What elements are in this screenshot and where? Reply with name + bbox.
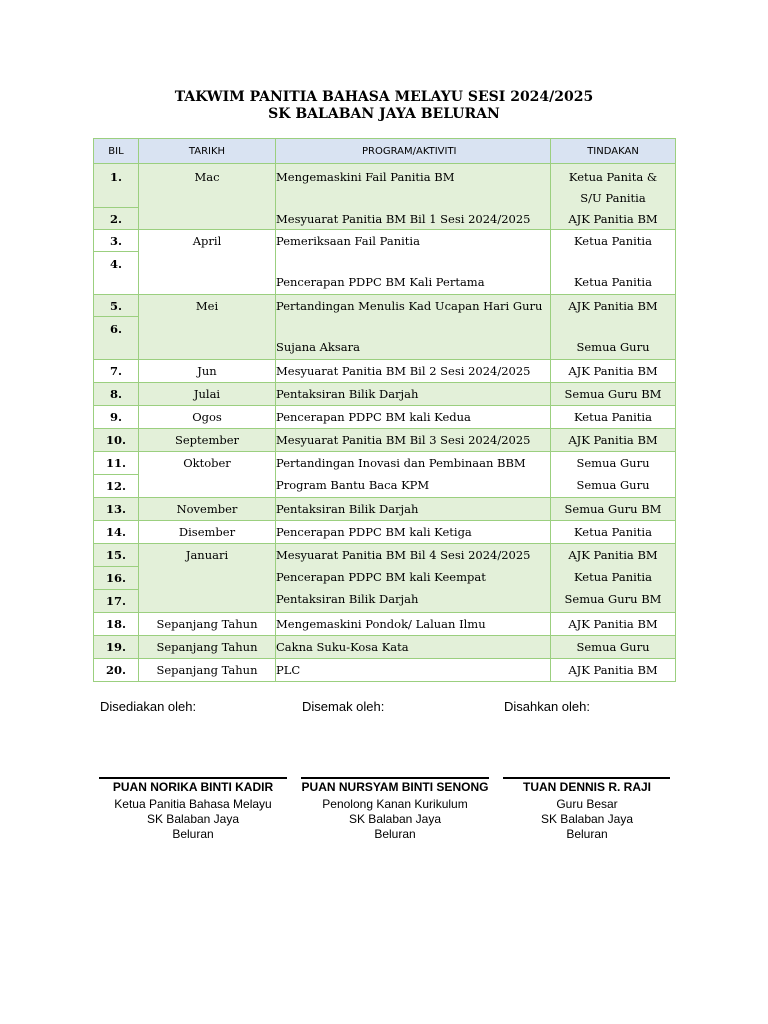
table-row (94, 521, 676, 544)
program-cell: Pencerapan PDPC BM kali Ketiga (276, 521, 551, 544)
action-cell: AJK Panitia BM Semua Guru (551, 295, 676, 360)
action-cell: AJK Panitia BM (551, 659, 676, 682)
col-header-tindakan: TINDAKAN (551, 139, 676, 164)
action-cell: Ketua Panitia Ketua Panitia (551, 230, 676, 295)
action-cell: Semua Guru BM (551, 383, 676, 406)
action-cell: AJK Panitia BM (551, 613, 676, 636)
row-number: 15. 16. 17. (94, 544, 139, 613)
month-cell: Mac (139, 164, 276, 230)
table-row (94, 360, 676, 383)
table-row (94, 659, 676, 682)
row-number: 3. 4. (94, 230, 139, 295)
program-cell: Mengemaskini Pondok/ Laluan Ilmu (276, 613, 551, 636)
signatory-school: SK Balaban Jaya (540, 812, 634, 826)
table-row (94, 544, 676, 613)
signatory-role: Penolong Kanan Kurikulum (322, 797, 468, 811)
program-cell: Mengemaskini Fail Panitia BM Mesyuarat Panitia BM Bil 1 Sesi 2024/2025 (276, 164, 551, 230)
month-cell: Sepanjang Tahun (139, 613, 276, 636)
signatory-place: Beluran (172, 827, 214, 841)
program-cell: Mesyuarat Panitia BM Bil 2 Sesi 2024/2025 (276, 360, 551, 383)
program-cell: Mesyuarat Panitia BM Bil 3 Sesi 2024/2025 (276, 429, 551, 452)
program-cell: Cakna Suku-Kosa Kata (276, 636, 551, 659)
signatory-name: TUAN DENNIS R. RAJI (522, 780, 651, 794)
table-row (94, 636, 676, 659)
table-row (94, 498, 676, 521)
row-number: 11. 12. (94, 452, 139, 498)
month-cell: November (139, 498, 276, 521)
program-cell: Pencerapan PDPC BM kali Kedua (276, 406, 551, 429)
signature-block-reviewed (295, 780, 495, 842)
action-cell: Ketua Panitia (551, 406, 676, 429)
row-number: 20. (94, 659, 139, 682)
table-row (94, 452, 676, 498)
table-row (94, 164, 676, 230)
col-header-bil: BIL (94, 139, 139, 164)
month-cell: Januari (139, 544, 276, 613)
row-number: 14. (94, 521, 139, 544)
approved-by-label: Disahkan oleh: (504, 699, 590, 714)
signature-line-prepared (99, 777, 287, 779)
table-row (94, 230, 676, 295)
program-cell: Pertandingan Menulis Kad Ucapan Hari Guru Sujana Aksara (276, 295, 551, 360)
signatory-school: SK Balaban Jaya (146, 812, 240, 826)
signatory-place: Beluran (566, 827, 608, 841)
calendar-table (93, 138, 676, 682)
row-number: 10. (94, 429, 139, 452)
signatory-role: Guru Besar (556, 797, 618, 811)
signatory-school: SK Balaban Jaya (348, 812, 442, 826)
program-cell: Mesyuarat Panitia BM Bil 4 Sesi 2024/2025 Pencerapan PDPC BM kali Keempat Pentaksiran Bilik Darjah (276, 544, 551, 613)
signatory-name: PUAN NURSYAM BINTI SENONG (301, 780, 489, 794)
row-number: 18. (94, 613, 139, 636)
program-cell: Pemeriksaan Fail Panitia Pencerapan PDPC BM Kali Pertama (276, 230, 551, 295)
document-subtitle: SK BALABAN JAYA BELURAN (268, 106, 500, 122)
month-cell: April (139, 230, 276, 295)
action-cell: Semua Guru (551, 636, 676, 659)
signature-line-approved (503, 777, 670, 779)
signature-line-reviewed (301, 777, 489, 779)
program-cell: Pentaksiran Bilik Darjah (276, 383, 551, 406)
col-header-tarikh: TARIKH (139, 139, 276, 164)
signature-block-approved (487, 780, 687, 842)
prepared-by-label: Disediakan oleh: (100, 699, 197, 714)
program-cell: Pertandingan Inovasi dan Pembinaan BBM Program Bantu Baca KPM (276, 452, 551, 498)
month-cell: Oktober (139, 452, 276, 498)
row-number: 9. (94, 406, 139, 429)
table-row (94, 383, 676, 406)
month-cell: September (139, 429, 276, 452)
table-row (94, 429, 676, 452)
month-cell: Jun (139, 360, 276, 383)
table-row (94, 613, 676, 636)
row-number: 1. 2. (94, 164, 139, 230)
month-cell: Sepanjang Tahun (139, 636, 276, 659)
action-cell: Semua Guru Semua Guru (551, 452, 676, 498)
action-cell: Semua Guru BM (551, 498, 676, 521)
month-cell: Mei (139, 295, 276, 360)
table-row (94, 295, 676, 360)
action-cell: Ketua Panita & S/U Panitia AJK Panitia BM (551, 164, 676, 230)
month-cell: Sepanjang Tahun (139, 659, 276, 682)
program-cell: PLC (276, 659, 551, 682)
signatory-name: PUAN NORIKA BINTI KADIR (112, 780, 274, 794)
col-header-program: PROGRAM/AKTIVITI (276, 139, 551, 164)
row-number: 5. 6. (94, 295, 139, 360)
program-cell: Pentaksiran Bilik Darjah (276, 498, 551, 521)
table-header-row (94, 139, 676, 164)
action-cell: AJK Panitia BM (551, 360, 676, 383)
action-cell: Ketua Panitia (551, 521, 676, 544)
reviewed-by-label: Disemak oleh: (302, 699, 385, 714)
month-cell: Julai (139, 383, 276, 406)
action-cell: AJK Panitia BM (551, 429, 676, 452)
table-row (94, 406, 676, 429)
action-cell: AJK Panitia BM Ketua Panitia Semua Guru BM (551, 544, 676, 613)
row-number: 19. (94, 636, 139, 659)
signatory-role: Ketua Panitia Bahasa Melayu (114, 797, 272, 811)
row-number: 7. (94, 360, 139, 383)
row-number: 8. (94, 383, 139, 406)
signature-block-prepared (93, 780, 293, 842)
month-cell: Ogos (139, 406, 276, 429)
row-number: 13. (94, 498, 139, 521)
month-cell: Disember (139, 521, 276, 544)
signatory-place: Beluran (374, 827, 416, 841)
document-title: TAKWIM PANITIA BAHASA MELAYU SESI 2024/2025 (174, 89, 594, 105)
